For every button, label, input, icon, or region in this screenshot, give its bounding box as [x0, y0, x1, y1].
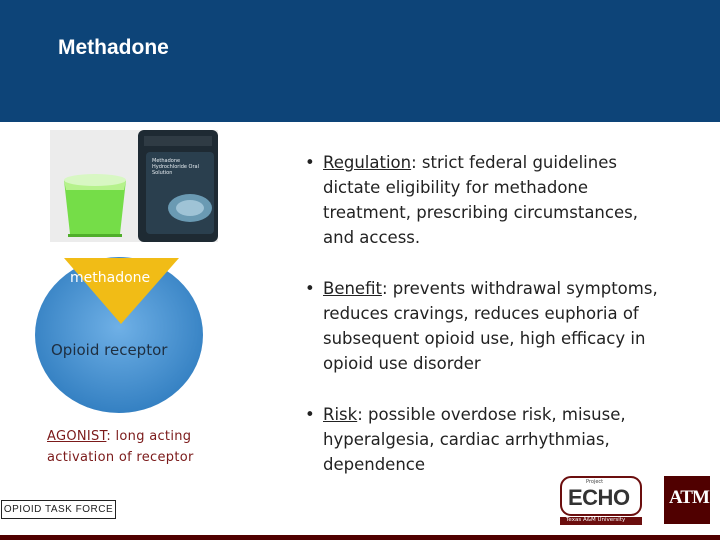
slide-header	[0, 0, 720, 122]
bottle-label: Methadone Hydrochloride Oral Solution	[152, 158, 199, 176]
bullet-benefit	[305, 276, 665, 376]
agonist-term: AGONIST	[47, 429, 107, 444]
bullet-text: : strict federal guidelines dictate eligibility for methadone treatment, prescribing circumstances, and access.	[323, 153, 638, 247]
methadone-photo	[50, 130, 218, 242]
bullet-term: Risk	[323, 405, 358, 424]
bullet-dot: •	[305, 279, 315, 298]
echo-project-label: Project	[586, 479, 604, 485]
echo-name: ECHO	[568, 485, 630, 510]
methadone-bottle-cup-image	[50, 130, 218, 242]
opioid-task-force-tag: OPIOID TASK FORCE	[1, 500, 116, 519]
bullet-dot: •	[305, 405, 315, 424]
agonist-caption	[47, 426, 197, 468]
bullet-dot: •	[305, 153, 315, 172]
bullet-term: Benefit	[323, 279, 382, 298]
bullet-term: Regulation	[323, 153, 412, 172]
pie-receptor-label: Opioid receptor	[51, 341, 168, 359]
pie-methadone-label: methadone	[70, 270, 151, 286]
project-echo-logo	[560, 476, 642, 526]
bullet-text: : prevents withdrawal symptoms, reduces cravings, reduces euphoria of subsequent opioid use, high efficacy in opioid use disorder	[323, 279, 658, 373]
bullet-text: : possible overdose risk, misuse, hyperalgesia, cardiac arrhythmias, dependence	[323, 405, 626, 474]
bullet-regulation	[305, 150, 665, 250]
agonist-description: : long acting activation of receptor	[47, 429, 194, 465]
tamu-monogram: ATM	[669, 487, 709, 508]
footer-rule	[0, 535, 720, 540]
texas-am-logo	[664, 476, 710, 524]
echo-university: Texas A&M University	[566, 517, 626, 523]
slide-title: Methadone	[58, 36, 169, 59]
bullet-risk	[305, 402, 665, 477]
